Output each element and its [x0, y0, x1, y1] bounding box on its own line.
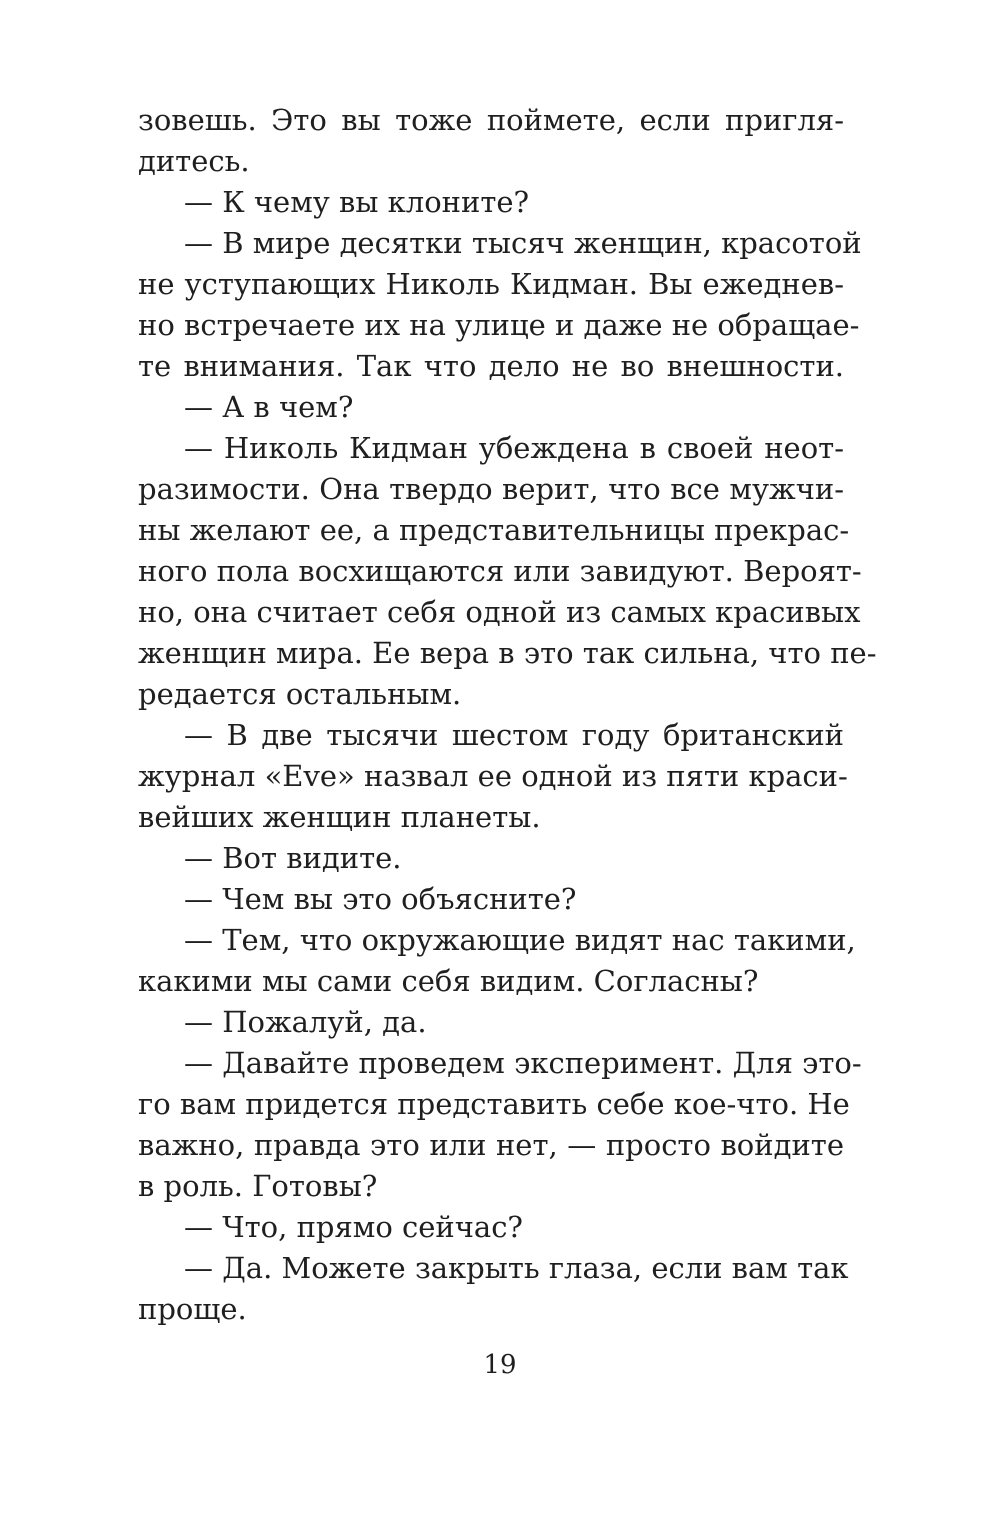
text-line: важно, правда это или нет, — просто войдите [138, 1128, 844, 1162]
dialogue-line: — Тем, что окружающие видят нас такими, [184, 923, 856, 957]
dialogue-line: — Да. Можете закрыть глаза, если вам так [184, 1251, 849, 1285]
text-line: те внимания. Так что дело не во внешности. [138, 349, 844, 383]
book-page-text [138, 100, 877, 1330]
dialogue-line: — Пожалуй, да. [184, 1005, 427, 1039]
dialogue-line: — Чем вы это объясните? [184, 882, 577, 916]
text-line: редается остальным. [138, 677, 462, 711]
dialogue-line: — В мире десятки тысяч женщин, красотой [184, 226, 862, 260]
dialogue-line: — Что, прямо сейчас? [184, 1210, 523, 1244]
text-line: ны желают ее, а представительницы прекрас- [138, 513, 850, 547]
text-line: какими мы сами себя видим. Согласны? [138, 964, 759, 998]
dialogue-line: — Вот видите. [184, 841, 402, 875]
text-line: дитесь. [138, 144, 250, 178]
text-line: журнал «Eve» назвал ее одной из пяти краси- [138, 759, 848, 793]
dialogue-line: — В две тысячи шестом году британский [184, 718, 844, 752]
page-number: 19 [483, 1350, 517, 1380]
dialogue-line: — К чему вы клоните? [184, 185, 530, 219]
text-line: зовешь. Это вы тоже поймете, если пригля- [138, 103, 844, 137]
dialogue-line: — Николь Кидман убеждена в своей неот- [184, 431, 844, 465]
text-line: ного пола восхищаются или завидуют. Вероят- [138, 554, 862, 588]
text-line: вейших женщин планеты. [138, 800, 541, 834]
text-line: не уступающих Николь Кидман. Вы ежеднев- [138, 267, 844, 301]
text-line: но встречаете их на улице и даже не обращае- [138, 308, 860, 342]
text-line: проще. [138, 1292, 247, 1326]
text-line: разимости. Она твердо верит, что все мужчи- [138, 472, 844, 506]
dialogue-line: — А в чем? [184, 390, 354, 424]
text-line: в роль. Готовы? [138, 1169, 378, 1203]
dialogue-line: — Давайте проведем эксперимент. Для это- [184, 1046, 862, 1080]
text-line: го вам придется представить себе кое-что. Не [138, 1087, 850, 1121]
text-line: женщин мира. Ее вера в это так сильна, что пе- [138, 636, 877, 670]
text-line: но, она считает себя одной из самых красивых [138, 595, 861, 629]
